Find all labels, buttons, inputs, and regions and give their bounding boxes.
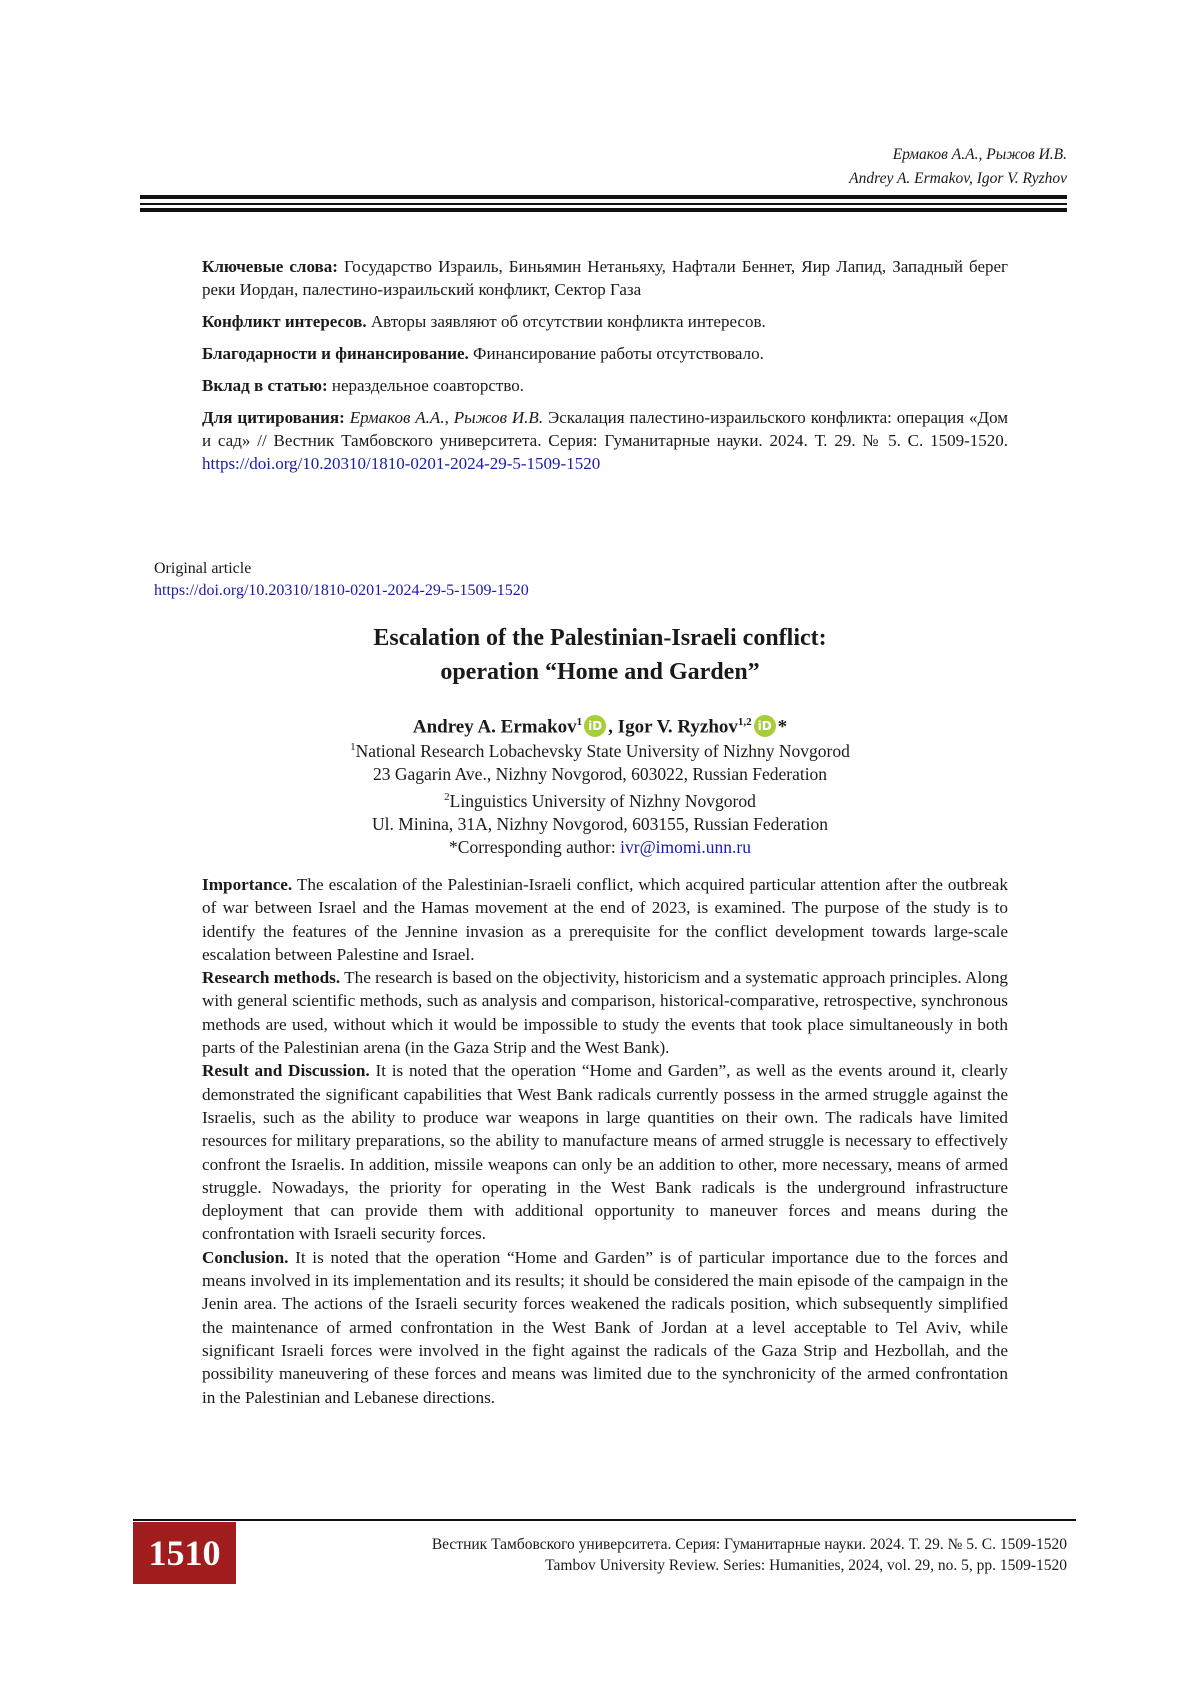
article-title [0,621,1200,689]
article-type-block [154,558,529,602]
header-rule-bottom [140,208,1067,212]
running-header-authors-en: Andrey A. Ermakov, Igor V. Ryzhov [849,170,1067,187]
conflict-of-interest: Конфликт интересов. Авторы заявляют об отсутствии конфликта интересов. [202,312,766,331]
journal-en: Tambov University Review. Series: Humanities, 2024, vol. 29, no. 5, pp. 1509-1520 [545,1557,1067,1574]
article-type: Original article [154,560,252,577]
affiliation-2-address: Ul. Minina, 31A, Nizhny Novgorod, 603155, Russian Federation [372,813,828,834]
funding: Благодарности и финансирование. Финансирование работы отсутствовало. [202,344,764,363]
affiliations [0,736,1200,859]
journal-ru: Вестник Тамбовского университета. Серия: Гуманитарные науки. 2024. Т. 29. № 5. С. 1509-1520 [431,1536,1067,1553]
title-line-2: operation “Home and Garden” [440,659,760,685]
keywords-ru: Ключевые слова: Государство Израиль, Биньямин Нетаньяху, Нафтали Беннет, Яир Лапид, Западный берег реки Иордан, палестино-израильский конфликт, Сектор Газа [202,257,1009,299]
author-2: Igor V. Ryzhov [617,716,738,738]
affiliation-1: $^1$National Research Lobachevsky State University of Nizhny Novgorod [350,740,850,761]
author-line: Andrey A. Ermakov$^1$ iD , Igor V. Ryzhov$^{1,2}$ iD * [412,716,788,738]
abstract [202,873,1008,1409]
abstract-results: Result and Discussion. It is noted that the operation “Home and Garden”, as well as the events around it, clearly demonstrated the significant capabilities that West Bank radicals currently possess in the armed struggle against the Israelis, such as the ability to produce war weapons in large quantities on their own. The radicals have limited resources for military preparations, so the ability to manufacture means of armed struggle is necessary to effectively confront the Israelis. In addition, missile weapons can only be an addition to other, more necessary, means of armed struggle. Nowadays, the priority for operating in the West Bank radicals is the underground infrastructure deployment that can provide them with additional opportunity to maneuver forces and means during the confrontation with Israeli security forces. [202,1061,1008,1244]
header-rule-thin [140,203,1067,205]
author-1: Andrey A. Ermakov [412,716,577,738]
abstract-importance: Importance. The escalation of the Palestinian-Israeli conflict, which acquired particular attention after the outbreak of war between Israel and the Hamas movement at the end of 2023, is examined. The purpose of the study is to identify the features of the Jennine invasion as a prerequisite for the conflict development towards large-scale escalation between Palestine and Israel. [202,875,1008,964]
affiliation-1-address: 23 Gagarin Ave., Nizhny Novgorod, 603022, Russian Federation [372,763,828,784]
abstract-methods: Research methods. The research is based on the objectivity, historicism and a systematic approach principles. Along with general scientific methods, such as analysis and comparison, historical-comparative, retrospective, synchronous methods are used, without which it would be impossible to study the events that took place simultaneously in both parts of the Palestinian arena (in the Gaza Strip and the West Bank). [202,968,1008,1058]
corresponding-author: *Corresponding author: ivr@imomi.unn.ru [449,836,751,857]
citation-doi-link[interactable]: https://doi.org/10.20310/1810-0201-2024-29-5-1509-1520 [202,454,601,473]
orcid-icon[interactable]: iD [754,715,776,737]
footer-rule [133,1519,1076,1521]
title-line-1: Escalation of the Palestinian-Israeli conflict: [373,625,827,651]
corresponding-mark: * [777,716,788,738]
orcid-icon[interactable]: iD [584,715,606,737]
russian-metadata [202,255,1008,484]
email-link[interactable]: ivr@imomi.unn.ru [620,836,751,857]
page-number: 1510 [133,1522,236,1584]
article-doi-link[interactable]: https://doi.org/10.20310/1810-0201-2024-29-5-1509-1520 [154,582,529,599]
citation-ru: Для цитирования: Ермаков А.А., Рыжов И.В. Эскалация палестино-израильского конфликта: операция «Дом и сад» // Вестник Тамбовского университета. Серия: Гуманитарные науки. 2024. Т. 29. № 5. С. 1509-1520. https://doi.org/10.20310/1810-0201-2024-29-5-1509-1520 [202,408,1009,473]
abstract-conclusion: Conclusion. It is noted that the operation “Home and Garden” is of particular importance due to the forces and means involved in its implementation and its results; it should be considered the main episode of the campaign in the Jenin area. The actions of the Israeli security forces weakened the radicals position, which subsequently simplified the maintenance of armed confrontation in the West Bank of Jordan at a level acceptable to Tel Aviv, while significant Israeli forces were involved in the fight against the radicals of the Gaza Strip and Hezbollah, and the possibility maneuvering of these forces and means was limited due to the synchronicity of the armed confrontation in the Palestinian and Lebanese directions. [202,1247,1008,1407]
header-rule [140,195,1067,199]
contribution: Вклад в статью: нераздельное соавторство. [202,376,525,395]
affiliation-2: $^2$Linguistics University of Nizhny Novgorod [444,790,756,811]
running-header [849,143,1067,191]
journal-footer [432,1534,1067,1576]
running-header-authors-ru: Ермаков А.А., Рыжов И.В. [892,146,1067,163]
